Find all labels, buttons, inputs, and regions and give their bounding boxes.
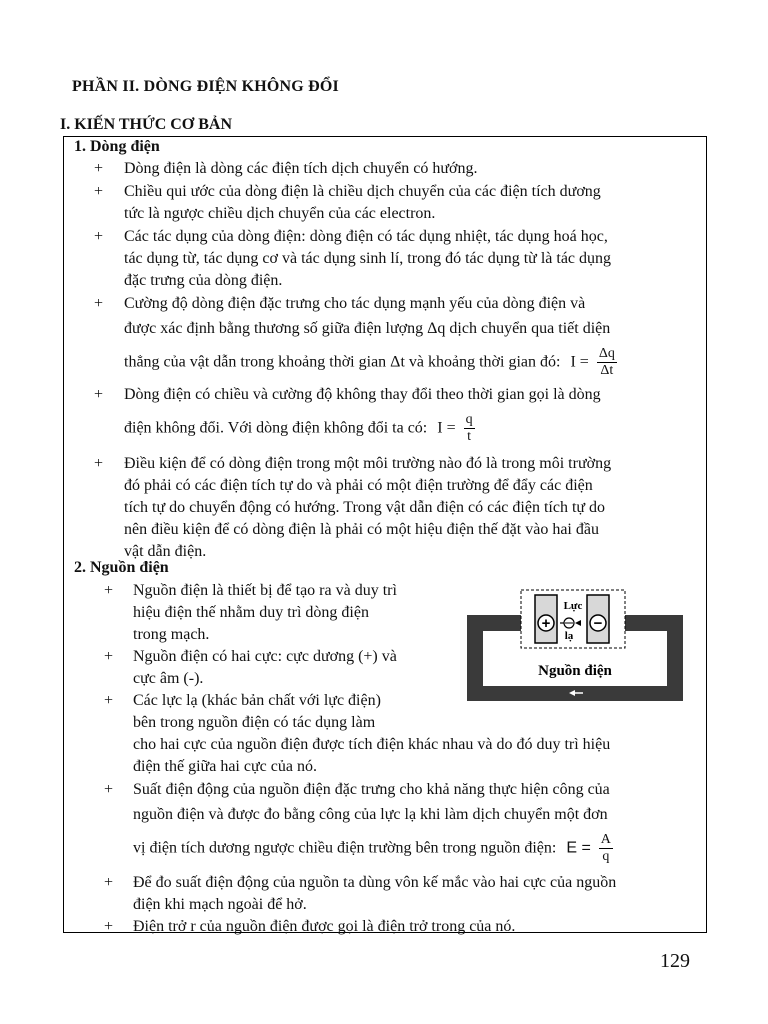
denominator: q — [602, 849, 610, 864]
line: cực âm (-). — [133, 670, 204, 687]
bullet: + — [104, 692, 114, 709]
line: tác dụng từ, tác dụng cơ và tác dụng sinh lí, trong đó tác dụng từ là tác dụng — [124, 250, 612, 267]
formula-emf — [566, 832, 613, 865]
list-item — [124, 226, 698, 292]
formula-lhs: I = — [570, 353, 589, 371]
denominator: t — [467, 429, 472, 444]
line: Cường độ dòng điện đặc trưng cho tác dụng mạnh yếu của dòng điện và — [124, 295, 586, 312]
line: Điều kiện để có dòng điện trong một môi trường nào đó là trong môi trường — [124, 455, 612, 472]
formula-current-intensity — [570, 346, 616, 379]
line: Chiều qui ước của dòng điện là chiều dịch chuyển của các điện tích dương — [124, 183, 601, 200]
list-item — [133, 872, 699, 916]
subsection-title-source: 2. Nguồn điện — [74, 559, 169, 576]
fraction — [464, 412, 475, 445]
line-with-formula — [133, 832, 699, 870]
line: Để đo suất điện động của nguồn ta dùng vôn kế mắc vào hai cực của nguồn — [133, 874, 617, 891]
bullet: + — [94, 160, 104, 177]
line: Dòng điện có chiều và cường độ không thay đổi theo thời gian gọi là dòng — [124, 386, 601, 403]
bullet: + — [104, 582, 114, 599]
bullet: + — [94, 386, 104, 403]
line-with-formula — [124, 346, 698, 382]
bullet: + — [94, 295, 104, 312]
power-source-diagram — [465, 587, 685, 707]
numerator: q — [465, 412, 473, 427]
line: điện thế giữa hai cực của nó. — [133, 758, 317, 775]
fraction — [599, 832, 613, 865]
line: tức là ngược chiều dịch chuyển của các electron. — [124, 205, 436, 222]
list-item — [133, 580, 447, 646]
line: trong mạch. — [133, 626, 210, 643]
list-item — [133, 646, 447, 690]
line: đó phải có các điện tích tự do và phải có một điện trường để đẩy các điện — [124, 477, 593, 494]
numerator: Δq — [598, 346, 615, 361]
bullet: + — [104, 648, 114, 665]
part-title: PHẦN II. DÒNG ĐIỆN KHÔNG ĐỔI — [72, 78, 339, 95]
line: Các tác dụng của dòng điện: dòng điện có tác dụng nhiệt, tác dụng hoá học, — [124, 228, 608, 245]
list-item — [124, 158, 698, 180]
line-with-formula — [124, 412, 698, 448]
section-title: I. KIẾN THỨC CƠ BẢN — [60, 116, 233, 133]
force-label: Lực — [563, 600, 583, 612]
line: điện không đổi. Với dòng điện không đổi ta có: — [124, 419, 428, 437]
plus-sign: + — [541, 615, 551, 632]
line: Dòng điện là dòng các điện tích dịch chuyển có hướng. — [124, 160, 478, 177]
line: vật dẫn điện. — [124, 543, 207, 560]
line: cho hai cực của nguồn điện được tích điện khác nhau và do đó duy trì hiệu — [133, 736, 611, 753]
line: Suất điện động của nguồn điện đặc trưng cho khả năng thực hiện công của — [133, 781, 610, 798]
line: Điện trở r của nguồn điện được gọi là điện trở trong của nó. — [133, 918, 516, 935]
line: đặc trưng của dòng điện. — [124, 272, 283, 289]
list-item — [124, 181, 698, 225]
denominator: Δt — [600, 363, 614, 378]
page-number: 129 — [660, 950, 690, 972]
list-item — [124, 384, 698, 448]
formula-lhs: I = — [437, 419, 456, 437]
list-item — [133, 916, 699, 938]
formula-lhs: E = — [566, 839, 591, 857]
line: Các lực lạ (khác bản chất với lực điện) — [133, 692, 381, 709]
line: bên trong nguồn điện có tác dụng làm — [133, 714, 376, 731]
bullet: + — [104, 918, 114, 935]
line: vị điện tích dương ngược chiều điện trường bên trong nguồn điện: — [133, 839, 557, 857]
list-item — [124, 453, 698, 563]
list-item — [124, 293, 698, 382]
formula-constant-current — [437, 412, 474, 445]
line: nguồn điện và được đo bằng công của lực lạ khi làm dịch chuyển một đơn — [133, 806, 608, 823]
line: Nguồn điện có hai cực: cực dương (+) và — [133, 648, 397, 665]
bullet: + — [94, 228, 104, 245]
line: nên điều kiện để có dòng điện là phải có một hiệu điện thế đặt vào hai đầu — [124, 521, 599, 538]
fraction — [597, 346, 617, 379]
line: được xác định bằng thương số giữa điện lượng Δq dịch chuyển qua tiết diện — [124, 320, 611, 337]
line: thẳng của vật dẫn trong khoảng thời gian Δt và khoảng thời gian đó: — [124, 353, 561, 371]
subsection-title-current: 1. Dòng điện — [74, 138, 160, 155]
bullet: + — [104, 874, 114, 891]
line: tích tự do chuyển động có hướng. Trong vật dẫn điện có các điện tích tự do — [124, 499, 606, 516]
list-item — [133, 779, 699, 870]
force-label: lạ — [564, 630, 574, 642]
numerator: A — [600, 832, 611, 847]
source-label: Nguồn điện — [538, 663, 612, 679]
minus-sign: − — [593, 615, 603, 632]
bullet: + — [104, 781, 114, 798]
line: điện khi mạch ngoài để hở. — [133, 896, 307, 913]
bullet: + — [94, 183, 104, 200]
line: hiệu điện thế nhằm duy trì dòng điện — [133, 604, 369, 621]
bullet: + — [94, 455, 104, 472]
line: Nguồn điện là thiết bị để tạo ra và duy trì — [133, 582, 397, 599]
